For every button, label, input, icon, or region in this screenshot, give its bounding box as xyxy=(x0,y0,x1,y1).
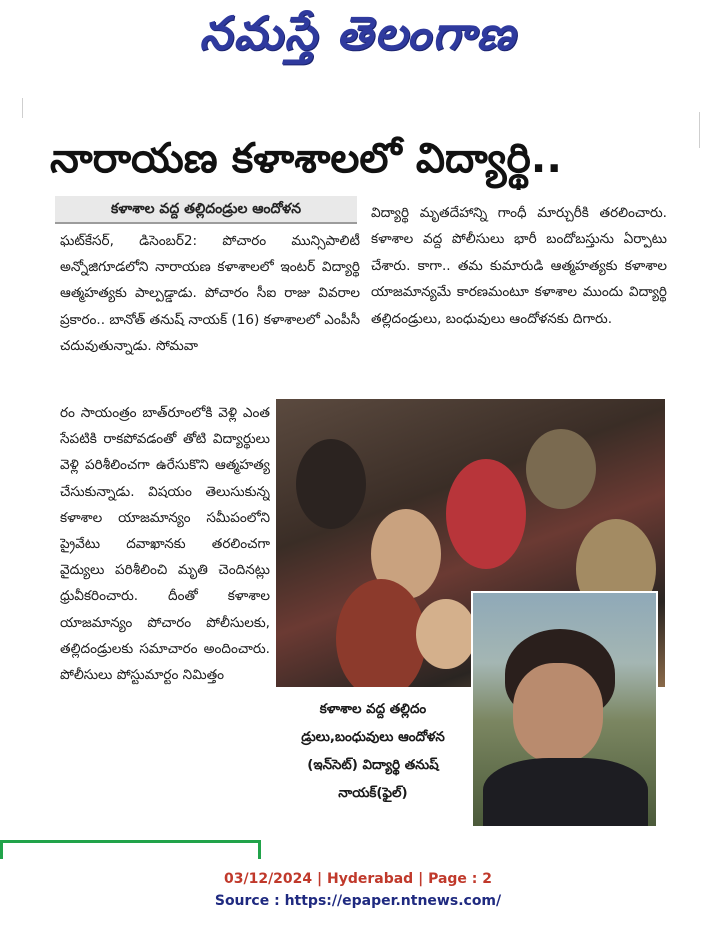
page-footer xyxy=(0,868,716,912)
article-headline: నారాయణ కళాశాలలో విద్యార్థి.. xyxy=(50,134,562,182)
photo-caption xyxy=(280,696,466,816)
article-paragraph: ఘట్‌కేసర్‌, డిసెంబర్‌2: పోచారం మున్సిపాలిటీ అన్నోజిగూడలోని నారాయణ కళాశాలలో ఇంటర్‌ విద్యార్థి ఆత్మహత్యకు పాల్పడ్డాడు. పోచారం సీఐ రాజు వివరాల ప్రకారం.. బానోత్‌ తనుష్‌ నాయక్‌ (16) కళాశాలలో ఎంపీసీ చదువుతున్నాడు. సోమవా xyxy=(60,233,360,354)
source-link[interactable]: Source : https://epaper.ntnews.com/ xyxy=(214,893,502,909)
photo-figure xyxy=(296,439,366,529)
article-paragraph: రం సాయంత్రం బాత్‌రూంలోకి వెళ్లి ఎంత సేపటికి రాకపోవడంతో తోటి విద్యార్థులు వెళ్లి పరిశీలించగా ఉరేసుకొని ఆత్మహత్య చేసుకున్నాడు. విషయం తెలుసుకున్న కళాశాల యాజమాన్యం సమీపంలోని ప్రైవేటు దవాఖానకు తరలించగా వైద్యులు పరిశీలించి మృతి చెందినట్లు ధ్రువీకరించారు. దీంతో కళాశాల యాజమాన్యం పోచారం పోలీసులకు, తల్లిదండ్రులకు సమాచారం అందించారు. పోలీసులు పోస్టుమార్టం నిమిత్తం xyxy=(60,405,270,684)
article-column-left-narrow xyxy=(60,400,270,810)
photo-figure xyxy=(446,459,526,569)
caption-line: కళాశాల వద్ద తల్లిదం xyxy=(319,702,427,717)
crop-mark xyxy=(22,98,23,118)
next-article-border xyxy=(0,840,261,859)
portrait-shirt xyxy=(483,758,648,828)
article-subheading: కళాశాల వద్ద తల్లిదండ్రుల ఆందోళన xyxy=(55,196,357,224)
photo-figure xyxy=(416,599,476,669)
caption-line: నాయక్‌(ఫైల్‌) xyxy=(338,786,408,801)
caption-line: (ఇన్‌సెట్‌) విద్యార్థి తనుష్‌ xyxy=(307,758,439,773)
article-column-right xyxy=(371,200,667,396)
article-paragraph: విద్యార్థి మృతదేహాన్ని గాంధీ మార్చురీకి తరలించారు. కళాశాల వద్ద పోలీసులు భారీ బందోబస్తును ఏర్పాటు చేశారు. కాగా.. తమ కుమారుడి ఆత్మహత్యకు కళాశాల యాజమాన్యమే కారణమంటూ కళాశాల ముందు విద్యార్థి తల్లిదండ్రులు, బంధువులు ఆందోళనకు దిగారు. xyxy=(371,205,667,327)
photo-figure xyxy=(526,429,596,509)
masthead xyxy=(0,0,716,80)
newspaper-logo: నమస్తే తెలంగాణ xyxy=(199,6,517,60)
article-column-left-top xyxy=(60,228,360,400)
portrait-face xyxy=(513,663,603,763)
student-portrait-photo xyxy=(471,591,658,828)
photo-figure xyxy=(336,579,426,687)
edition-info: 03/12/2024 | Hyderabad | Page : 2 xyxy=(223,871,493,887)
crop-mark xyxy=(699,112,700,148)
caption-line: డ్రులు,బంధువులు ఆందోళన xyxy=(301,730,445,745)
